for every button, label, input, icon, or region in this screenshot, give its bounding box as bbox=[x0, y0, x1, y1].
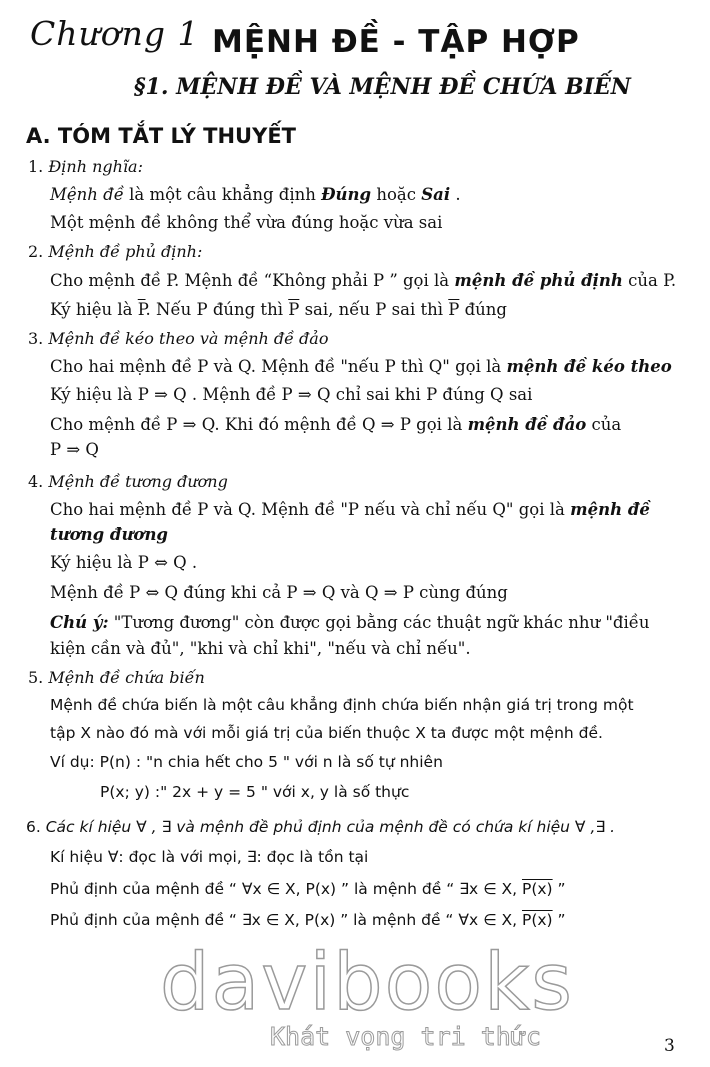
s6-line-2: Phủ định của mệnh đề “ ∀x ∈ X, P(x) ” là mệnh đề “ ∃x ∈ X, P(x) ” bbox=[50, 880, 566, 898]
s3-line-3: Cho mệnh đề P ⇒ Q. Khi đó mệnh đề Q ⇒ P gọi là mệnh đề đảo của bbox=[50, 415, 622, 434]
s3-line-4: P ⇒ Q bbox=[50, 440, 99, 459]
part-title: A. TÓM TẮT LÝ THUYẾT bbox=[26, 124, 296, 148]
s4-heading: 4. Mệnh đề tương đương bbox=[28, 472, 228, 491]
s6-heading: 6. Các kí hiệu ∀ , ∃ và mệnh đề phủ định của mệnh đề có chứa kí hiệu ∀ ,∃ . bbox=[26, 818, 616, 836]
s2-line-2: Ký hiệu là $\overline{P}$. Nếu P đúng thì $\overline{P}$ sai, nếu P sai thì $\overline{P}$ đúng bbox=[50, 300, 507, 319]
s5-line-3: Ví dụ: P(n) : "n chia hết cho 5 " với n là số tự nhiên bbox=[50, 753, 443, 771]
s6-line-3: Phủ định của mệnh đề “ ∃x ∈ X, P(x) ” là mệnh đề “ ∀x ∈ X, P(x) ” bbox=[50, 911, 566, 929]
s5-line-1: Mệnh đề chứa biến là một câu khẳng định chứa biến nhận giá trị trong một bbox=[50, 696, 634, 714]
s1-line-1: Mệnh đề là một câu khẳng định Đúng hoặc Sai . bbox=[50, 185, 461, 204]
s6-line-1: Kí hiệu ∀: đọc là với mọi, ∃: đọc là tồn tại bbox=[50, 848, 369, 866]
s4-line-6: kiện cần và đủ", "khi và chỉ khi", "nếu và chỉ nếu". bbox=[50, 639, 471, 658]
s5-line-4: P(x; y) :" 2x + y = 5 " với x, y là số thực bbox=[100, 783, 410, 801]
s2-heading: 2. Mệnh đề phủ định: bbox=[28, 242, 203, 261]
s4-line-1: Cho hai mệnh đề P và Q. Mệnh đề "P nếu và chỉ nếu Q" gọi là mệnh đề bbox=[50, 500, 650, 519]
chapter-label: Chương 1 bbox=[30, 14, 200, 53]
s5-heading: 5. Mệnh đề chứa biến bbox=[28, 668, 205, 687]
s5-line-2: tập X nào đó mà với mỗi giá trị của biến thuộc X ta được một mệnh đề. bbox=[50, 724, 603, 742]
section-title: §1. MỆNH ĐỀ VÀ MỆNH ĐỀ CHỨA BIẾN bbox=[134, 74, 631, 100]
s4-line-4: Mệnh đề P ⇔ Q đúng khi cả P ⇒ Q và Q ⇒ P cùng đúng bbox=[50, 583, 508, 602]
s4-line-2: tương đương bbox=[50, 525, 168, 544]
s4-line-5: Chú ý: "Tương đương" còn được gọi bằng các thuật ngữ khác như "điều bbox=[50, 613, 650, 632]
s3-line-1: Cho hai mệnh đề P và Q. Mệnh đề "nếu P thì Q" gọi là mệnh đề kéo theo bbox=[50, 357, 672, 376]
s4-line-3: Ký hiệu là P ⇔ Q . bbox=[50, 553, 198, 572]
s3-line-2: Ký hiệu là P ⇒ Q . Mệnh đề P ⇒ Q chỉ sai khi P đúng Q sai bbox=[50, 385, 533, 404]
s1-heading: 1. Định nghĩa: bbox=[28, 157, 143, 176]
chapter-title: MỆNH ĐỀ - TẬP HỢP bbox=[212, 24, 580, 60]
s1-line-2: Một mệnh đề không thể vừa đúng hoặc vừa sai bbox=[50, 213, 443, 232]
page-number: 3 bbox=[664, 1036, 675, 1056]
watermark-brand: davibooks bbox=[160, 938, 574, 1028]
s3-heading: 3. Mệnh đề kéo theo và mệnh đề đảo bbox=[28, 329, 329, 348]
watermark-slogan: Khát vọng tri thức bbox=[270, 1022, 541, 1051]
s2-line-1: Cho mệnh đề P. Mệnh đề “Không phải P ” gọi là mệnh đề phủ định của P. bbox=[50, 271, 677, 290]
